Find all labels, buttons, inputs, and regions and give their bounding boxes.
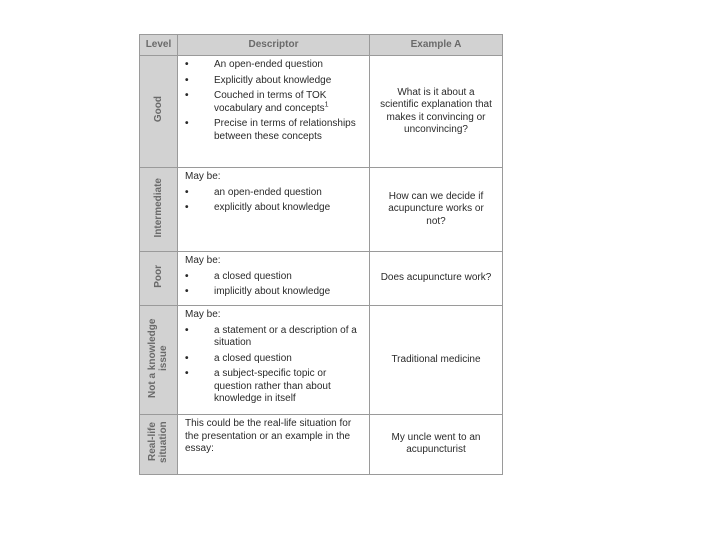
list-item: • a closed question (185, 271, 363, 284)
level-label: Intermediate (153, 177, 164, 237)
list-item: • a subject-specific topic or question rather than about knowledge in itself (185, 368, 363, 406)
list-item: • Couched in terms of TOK vocabulary and concepts$^1$ (185, 90, 363, 115)
level-cell (140, 168, 178, 252)
level-cell (140, 252, 178, 306)
list-item: • Precise in terms of relationships between these concepts (185, 118, 363, 143)
list-item: • a statement or a description of a situation (185, 325, 363, 350)
list-item: • explicitly about knowledge (185, 202, 363, 215)
knowledge-issue-rubric-table (139, 34, 503, 475)
footnote-marker: 1 (324, 101, 329, 109)
descriptor-cell (178, 56, 370, 168)
descriptor-bullet-list (185, 59, 363, 143)
example-cell: Does acupuncture work? (370, 252, 503, 306)
list-item: • an open-ended question (185, 187, 363, 200)
descriptor-cell (178, 168, 370, 252)
table-row (140, 306, 503, 415)
header-level: Level (140, 35, 178, 56)
level-label: Good (153, 96, 164, 123)
descriptor-cell (178, 415, 370, 475)
list-item: • a closed question (185, 353, 363, 366)
header-example: Example A (370, 35, 503, 56)
table-row (140, 168, 503, 252)
table-row (140, 252, 503, 306)
level-label: Poor (153, 264, 164, 288)
descriptor-intro: May be: (185, 309, 221, 320)
level-label: Real-life situation (146, 421, 169, 463)
example-cell: What is it about a scientific explanation that makes it convincing or unconvincing? (370, 56, 503, 168)
header-row (140, 35, 503, 56)
descriptor-cell (178, 252, 370, 306)
descriptor-intro: May be: (185, 171, 221, 182)
descriptor-intro: May be: (185, 255, 221, 266)
level-cell (140, 56, 178, 168)
level-cell (140, 306, 178, 415)
list-item: • implicitly about knowledge (185, 286, 363, 299)
list-item: • Explicitly about knowledge (185, 75, 363, 88)
descriptor-bullet-list (185, 187, 363, 215)
descriptor-bullet-list (185, 325, 363, 406)
header-descriptor: Descriptor (178, 35, 370, 56)
descriptor-cell (178, 306, 370, 415)
list-item: • An open-ended question (185, 59, 363, 72)
table-row (140, 415, 503, 475)
level-cell (140, 415, 178, 475)
level-label: Not a knowledge issue (146, 318, 169, 398)
descriptor-text: This could be the real-life situation for the presentation or an example in the essay: (185, 418, 352, 454)
table-row (140, 56, 503, 168)
descriptor-bullet-list (185, 271, 363, 299)
example-cell: My uncle went to an acupuncturist (370, 415, 503, 475)
example-cell: Traditional medicine (370, 306, 503, 415)
example-cell: How can we decide if acupuncture works or not? (370, 168, 503, 252)
